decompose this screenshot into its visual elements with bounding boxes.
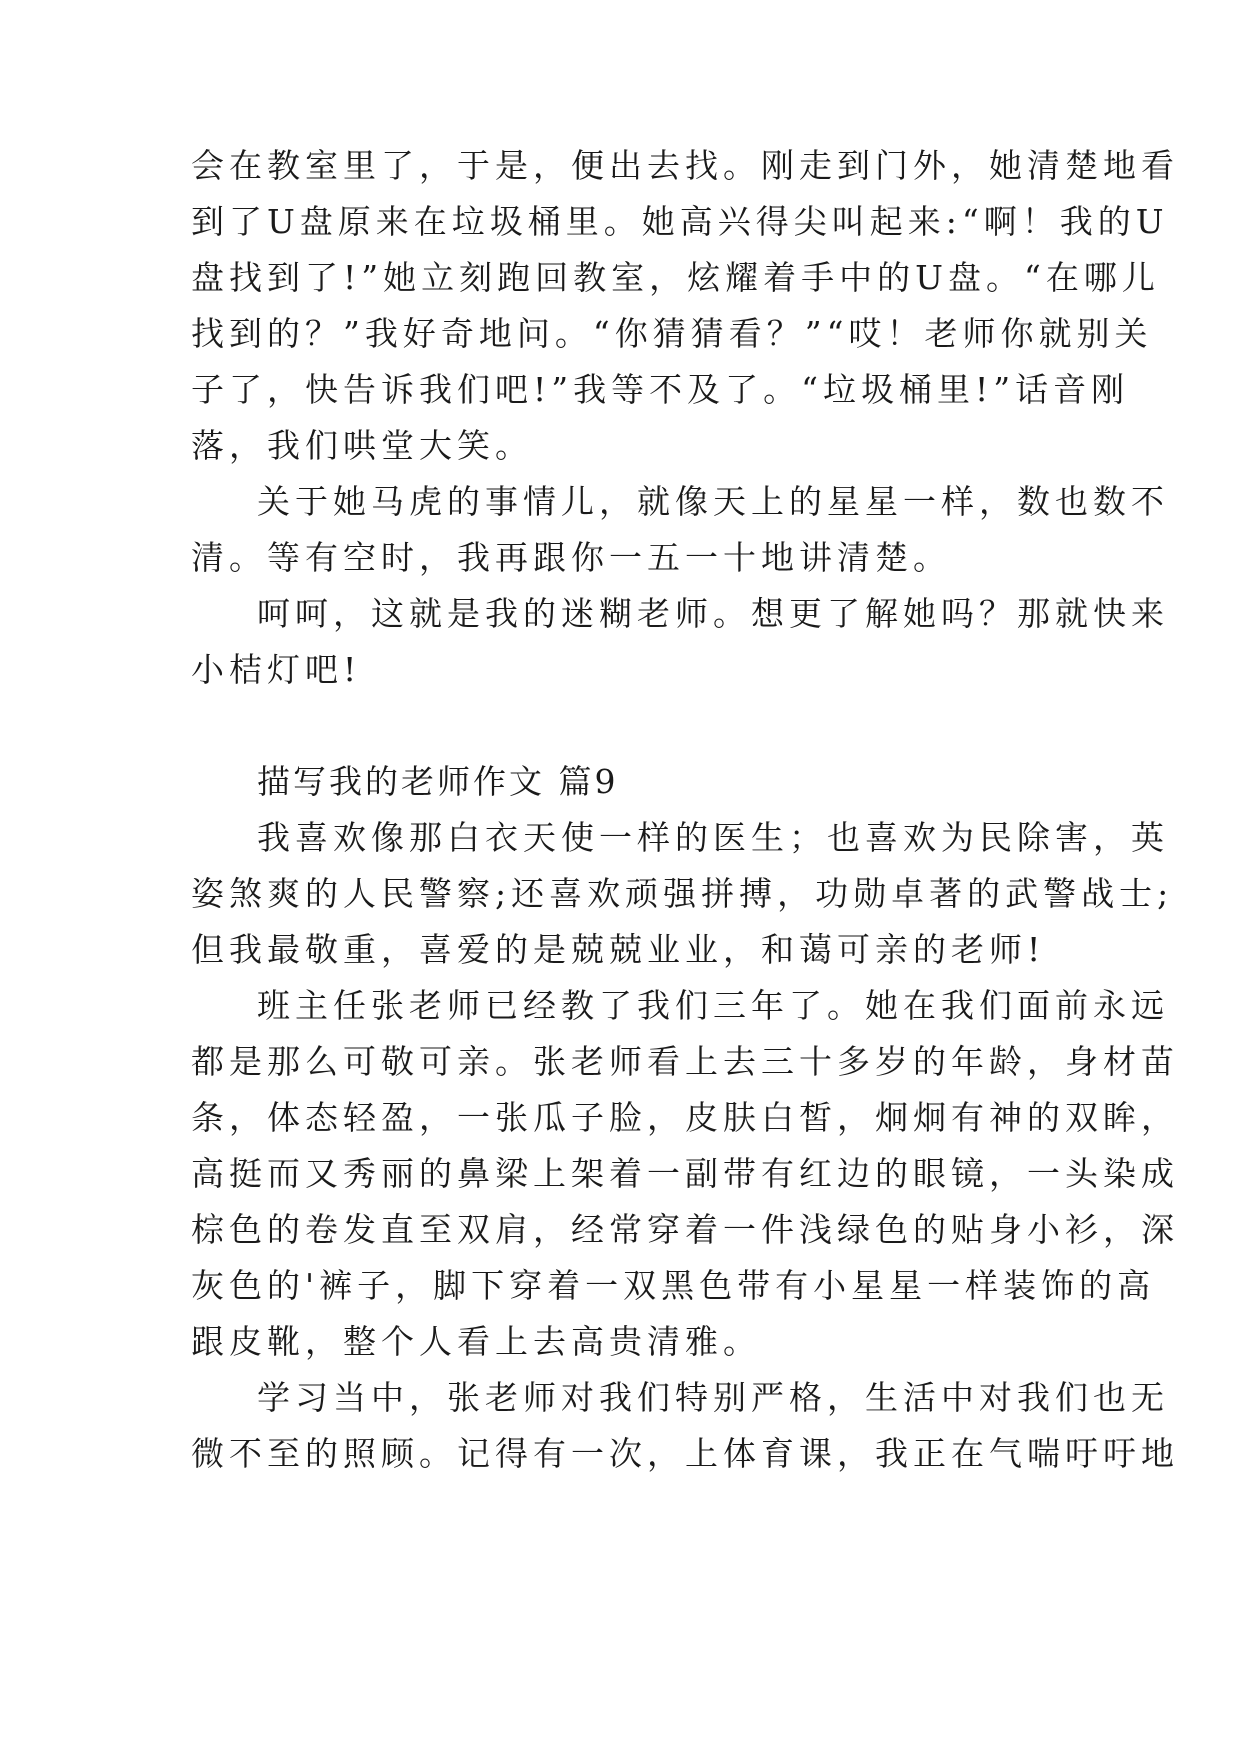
text-line: 微不至的照顾。记得有一次，上体育课，我正在气喘吁吁地: [191, 1434, 1179, 1473]
text-line: 清。等有空时，我再跟你一五一十地讲清楚。: [191, 538, 951, 577]
text-line: 子了，快告诉我们吧!”我等不及了。“垃圾桶里!”话音刚: [191, 370, 1130, 409]
paragraph-start-line: 我喜欢像那白衣天使一样的医生；也喜欢为民除害，英: [257, 818, 1169, 857]
text-line: 但我最敬重，喜爱的是兢兢业业，和蔼可亲的老师!: [191, 930, 1046, 969]
text-line: 条，体态轻盈，一张瓜子脸，皮肤白皙，炯炯有神的双眸，: [191, 1098, 1179, 1137]
paragraph-start-line: 呵呵，这就是我的迷糊老师。想更了解她吗？那就快来: [257, 594, 1169, 633]
paragraph-start-line: 学习当中，张老师对我们特别严格，生活中对我们也无: [257, 1378, 1169, 1417]
paragraph-start-line: 关于她马虎的事情儿，就像天上的星星一样，数也数不: [257, 482, 1169, 521]
text-line: 到了U盘原来在垃圾桶里。她高兴得尖叫起来:“啊！我的U: [191, 202, 1169, 241]
text-line: 姿煞爽的人民警察;还喜欢顽强拼搏，功勋卓著的武警战士;: [191, 874, 1174, 913]
text-line: 找到的？”我好奇地问。“你猜猜看？”“哎！老师你就别关: [191, 314, 1153, 353]
text-line: 高挺而又秀丽的鼻梁上架着一副带有红边的眼镜，一头染成: [191, 1154, 1179, 1193]
text-line: 棕色的卷发直至双肩，经常穿着一件浅绿色的贴身小衫，深: [191, 1210, 1179, 1249]
paragraph-start-line: 班主任张老师已经教了我们三年了。她在我们面前永远: [257, 986, 1169, 1025]
text-line: 盘找到了!”她立刻跑回教室，炫耀着手中的U盘。“在哪儿: [191, 258, 1160, 297]
text-line: 落，我们哄堂大笑。: [191, 426, 533, 465]
text-line: 会在教室里了，于是，便出去找。刚走到门外，她清楚地看: [191, 146, 1179, 185]
text-line: 跟皮靴，整个人看上去高贵清雅。: [191, 1322, 761, 1361]
section-heading: 描写我的老师作文 篇9: [257, 762, 619, 801]
text-line: 灰色的'裤子，脚下穿着一双黑色带有小星星一样装饰的高: [191, 1266, 1156, 1305]
text-line: 小桔灯吧!: [191, 650, 362, 689]
text-line: 都是那么可敬可亲。张老师看上去三十多岁的年龄，身材苗: [191, 1042, 1179, 1081]
